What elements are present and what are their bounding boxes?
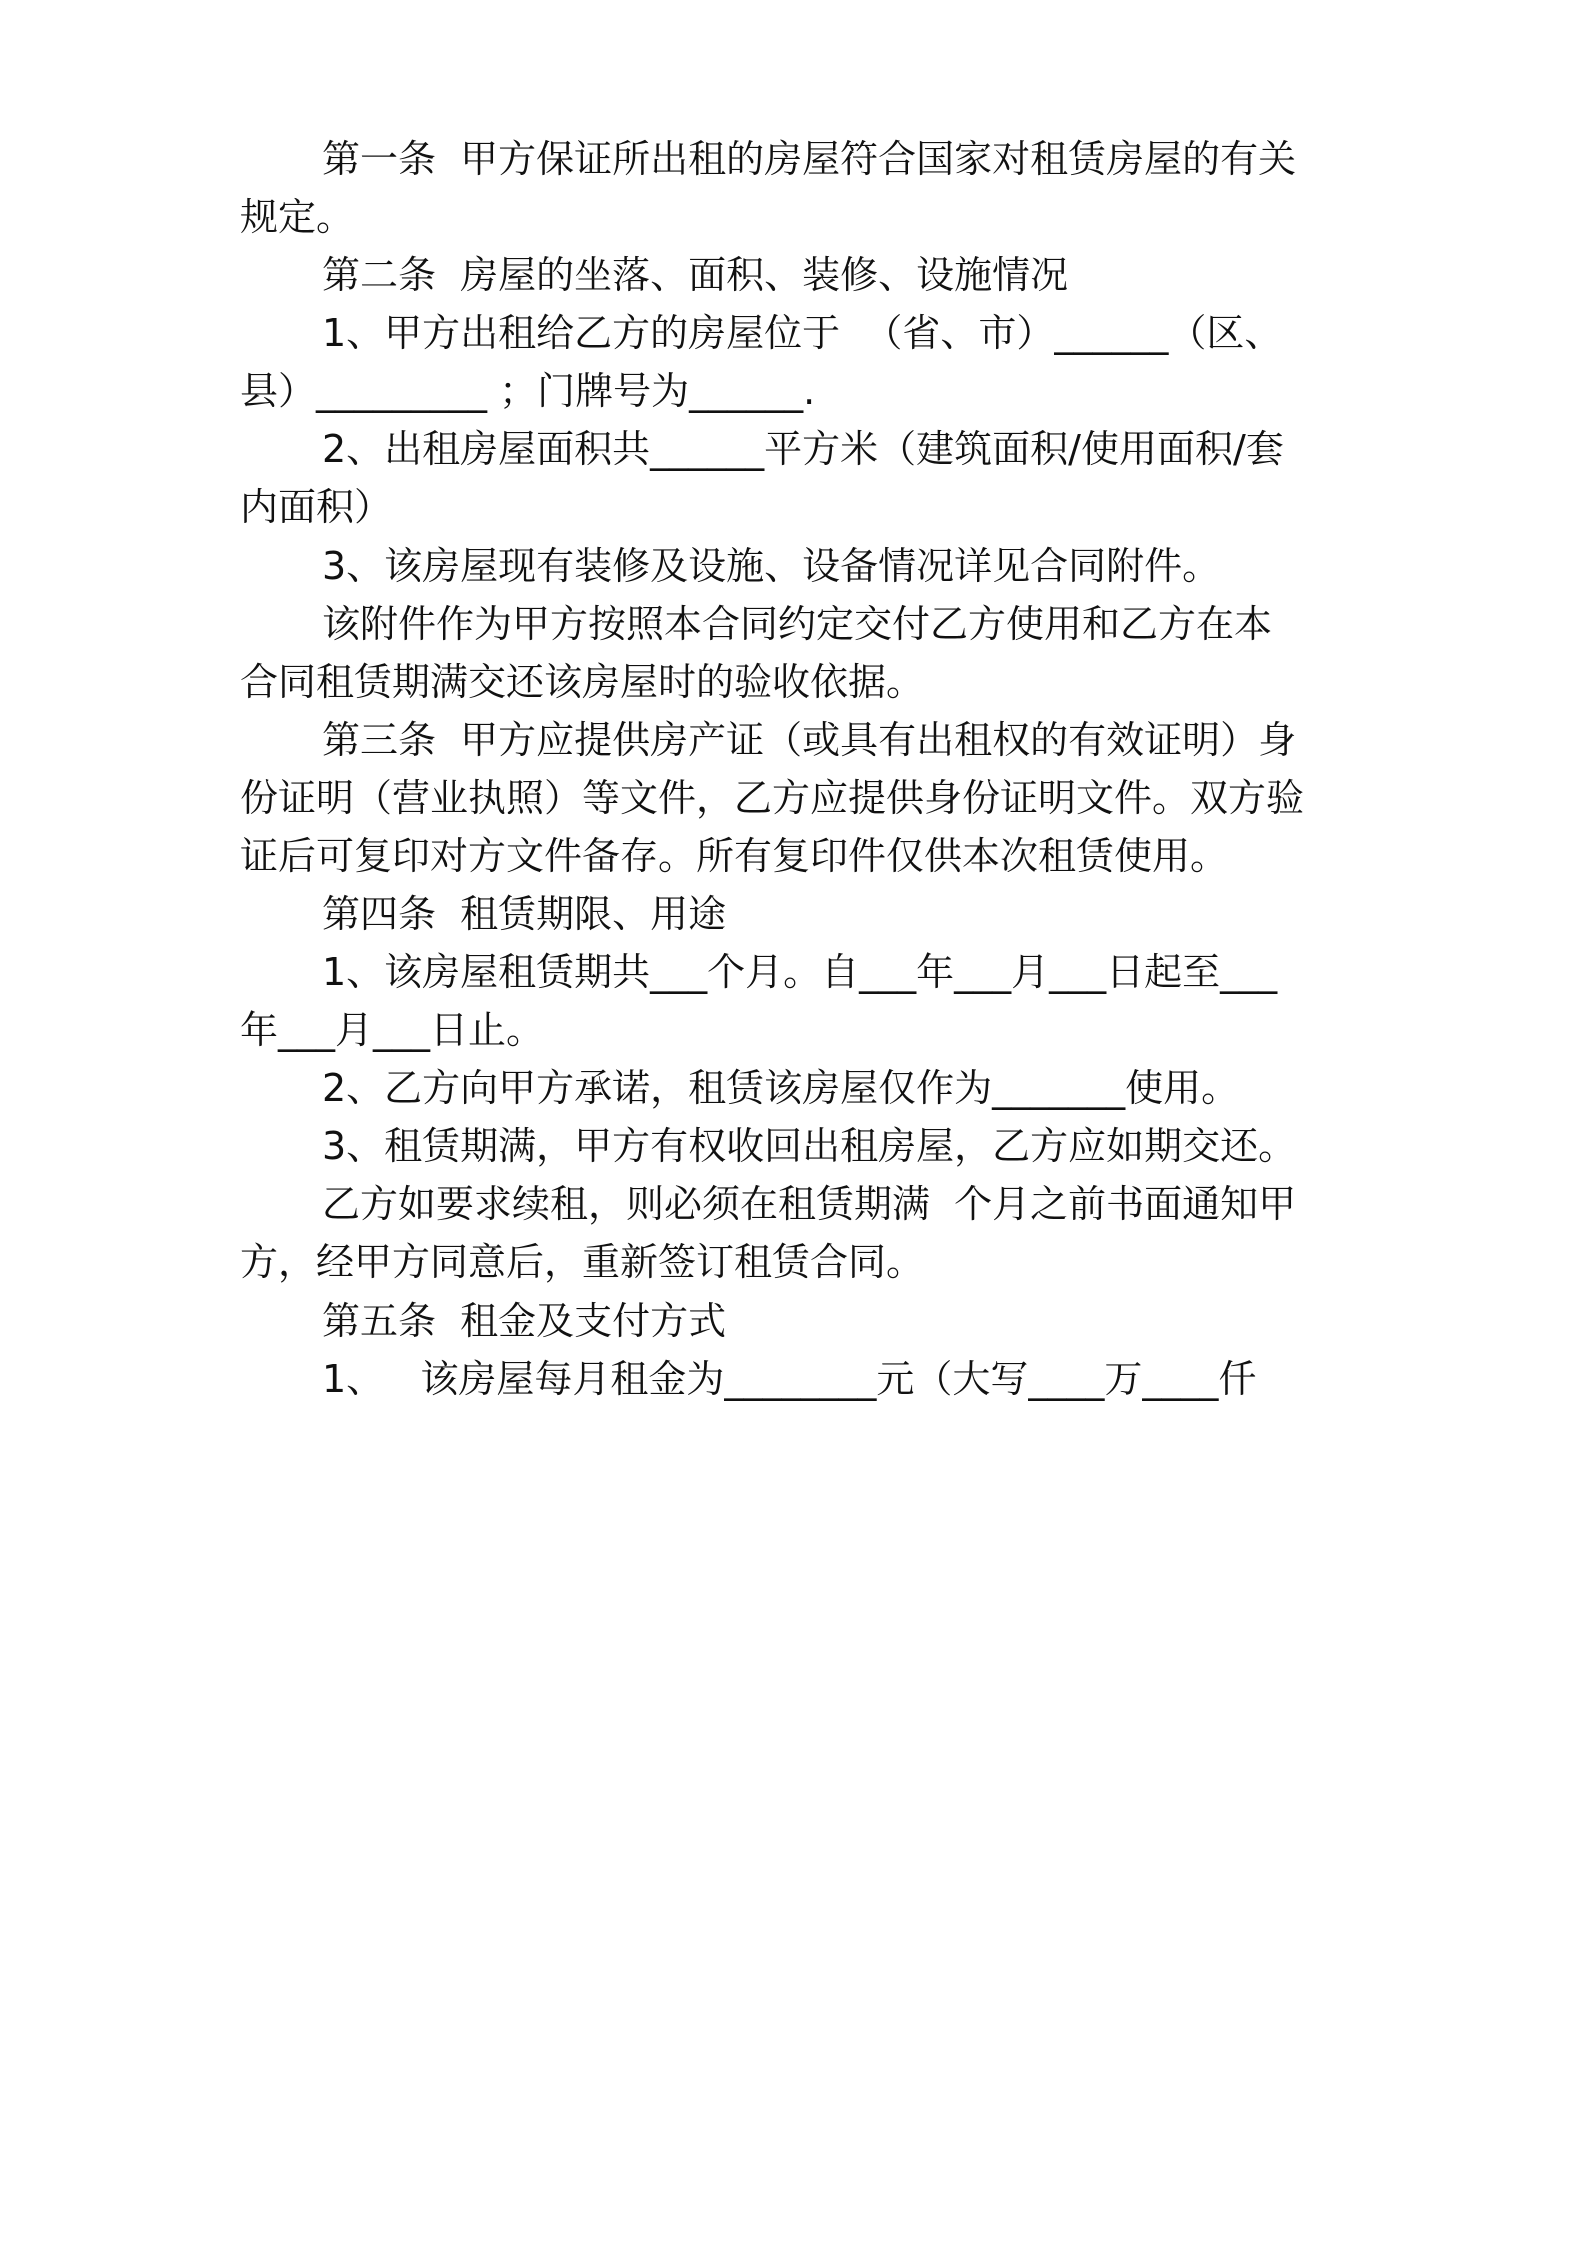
text-line-article-5: 第五条 租金及支付方式 [322,1299,727,1343]
text-line-renewal-cont: 方，经甲方同意后，重新签订租赁合同。 [240,1240,925,1284]
text-line-term: 1、该房屋租赁期共___个月。自___年___月___日起至___ [322,950,1278,994]
text-line-attachment-cont: 合同租赁期满交还该房屋时的验收依据。 [240,660,925,704]
text-line-usage: 2、乙方向甲方承诺，租赁该房屋仅作为_______使用。 [322,1066,1240,1110]
text-line-article-4: 第四条 租赁期限、用途 [322,892,727,936]
text-line-article-3: 第三条 甲方应提供房产证（或具有出租权的有效证明）身 [322,718,1297,762]
text-line-item-2-cont: 内面积） [240,485,393,529]
text-line-item-2-area: 2、出租房屋面积共______平方米（建筑面积/使用面积/套 [322,427,1284,471]
text-line-item-3-fixtures: 3、该房屋现有装修及设施、设备情况详见合同附件。 [322,544,1221,588]
text-line-renewal: 乙方如要求续租，则必须在租赁期满 个月之前书面通知甲 [322,1182,1297,1226]
text-line-expiry: 3、租赁期满，甲方有权收回出租房屋，乙方应如期交还。 [322,1124,1297,1168]
text-line-item-1-location: 1、甲方出租给乙方的房屋位于 （省、市）______（区、 [322,311,1283,355]
text-line-rent: 1、 该房屋每月租金为________元（大写____万____仟 [322,1357,1257,1401]
text-line-term-cont: 年___月___日止。 [240,1008,545,1052]
text-line-article-1: 第一条 甲方保证所出租的房屋符合国家对租赁房屋的有关 [322,137,1297,181]
text-line-item-1-cont: 县）_________ ；门牌号为______. [240,369,816,413]
text-line-article-3-cont-1: 份证明（营业执照）等文件，乙方应提供身份证明文件。双方验 [240,776,1305,820]
text-line-attachment: 该附件作为甲方按照本合同约定交付乙方使用和乙方在本 [322,602,1273,646]
text-line-article-2: 第二条 房屋的坐落、面积、装修、设施情况 [322,253,1069,297]
text-line-article-1-cont: 规定。 [240,195,355,239]
text-line-article-3-cont-2: 证后可复印对方文件备存。所有复印件仅供本次租赁使用。 [240,834,1229,878]
